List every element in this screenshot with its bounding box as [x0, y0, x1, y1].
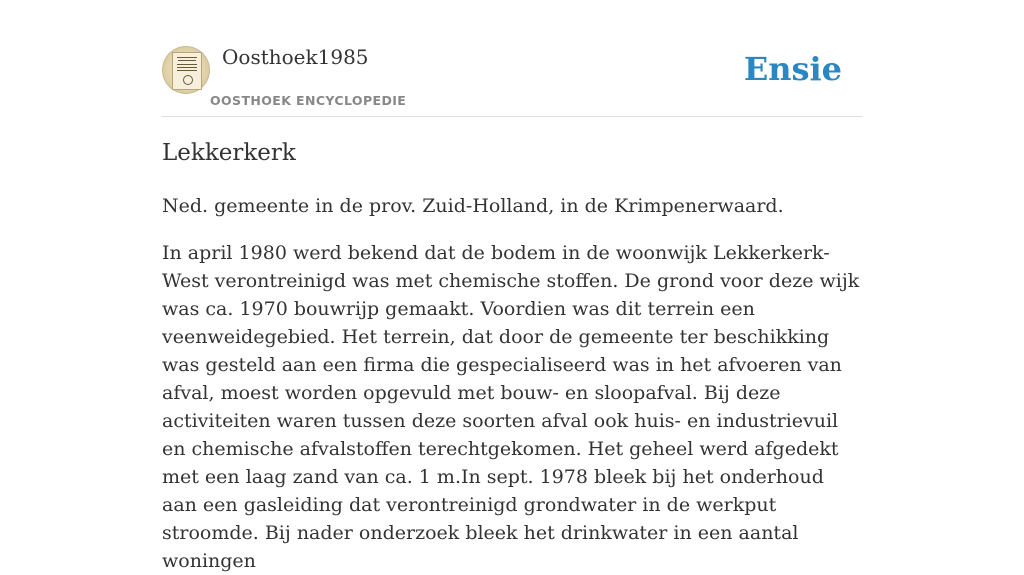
text-line	[177, 57, 197, 58]
text-line	[177, 64, 197, 65]
article-paragraph: In april 1980 werd bekend dat de bodem in de woonwijk Lekkerkerk-West verontreinigd was met chemische stoffen. De grond voor deze wijk was ca. 1970 bouwrijp gemaakt. Voordien was dit terrein een veenweidegebied. Het terrein, dat door de gemeente ter beschikking was gesteld aan een firma die gespecialiseerd was in het afvoeren van afval, moest worden opgevuld met bouw- en sloopafval. Bij deze activiteiten waren tussen deze soorten afval ook huis- en industrievuil en chemische afvalstoffen terechtgekomen. Het geheel werd afgedekt met een laag zand van ca. 1 m.In sept. 1978 bleek bij het onderhoud aan een gasleiding dat verontreinigd grondwater in de werkput stroomde. Bij nader onderzoek bleek het drinkwater in een aantal woningen	[162, 242, 860, 572]
author-avatar[interactable]	[162, 46, 210, 94]
text-line	[178, 60, 196, 61]
article-title: Lekkerkerk	[162, 140, 296, 166]
text-line	[177, 67, 197, 68]
source-label[interactable]: OOSTHOEK ENCYCLOPEDIE	[210, 93, 407, 108]
brand-logo[interactable]: Ensie	[743, 50, 842, 88]
text-line	[177, 70, 197, 71]
seal-icon	[183, 75, 193, 85]
article-header	[162, 0, 862, 117]
article-paragraph: Ned. gemeente in de prov. Zuid-Holland, in de Krimpenerwaard.	[162, 195, 784, 217]
article-container	[162, 0, 862, 572]
author-link[interactable]: Oosthoek1985	[222, 45, 369, 69]
document-icon	[172, 52, 202, 90]
